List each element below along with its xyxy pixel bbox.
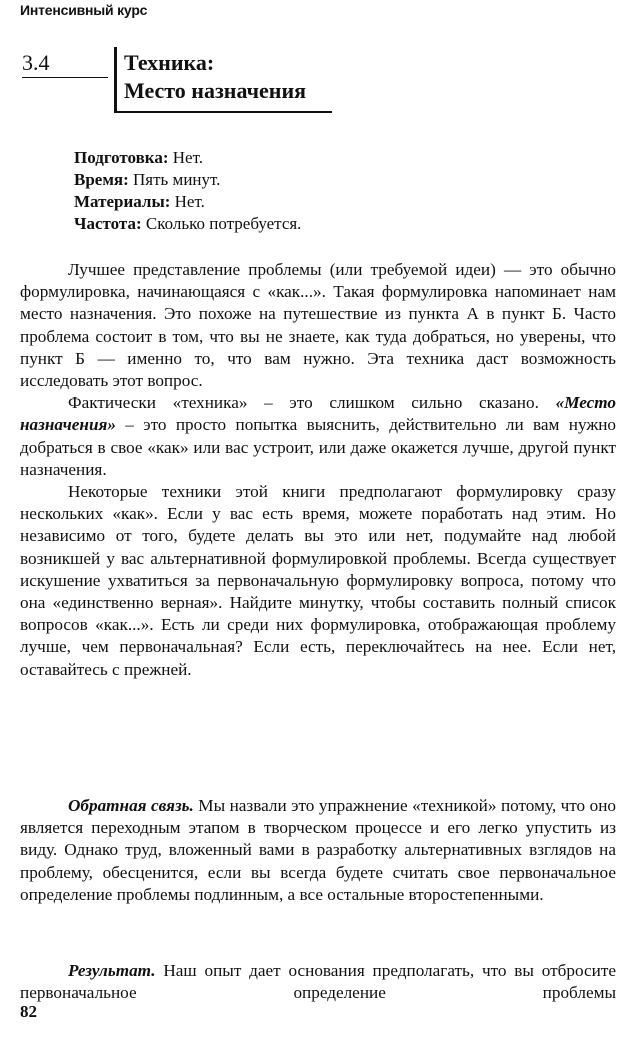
result-text: Наш опыт дает основания предполагать, что вы отбросите первоначальное определение проблемы: [20, 961, 616, 1003]
feedback-section: [20, 795, 616, 906]
meta-label: Подготовка:: [74, 148, 169, 167]
meta-time: [74, 169, 301, 191]
title-vertical-bar: [114, 47, 117, 113]
technique-name: «Место назначения»: [20, 393, 616, 435]
feedback-lead: Обратная связь.: [68, 796, 194, 815]
title-underline: [114, 111, 332, 113]
meta-frequency: [74, 213, 301, 235]
meta-label: Время:: [74, 170, 129, 189]
result-lead: Результат.: [68, 961, 156, 980]
paragraph: [20, 960, 616, 1004]
section-number: 3.4: [22, 50, 50, 75]
running-head: Интенсивный курс: [20, 2, 148, 18]
meta-label: Частота:: [74, 214, 142, 233]
meta-preparation: [74, 147, 301, 169]
section-title-line2: Место назначения: [124, 78, 307, 103]
result-section: [20, 960, 616, 1004]
exercise-meta: [74, 147, 301, 235]
paragraph-start: Фактически «техника» – это слишком сильно сказано.: [68, 393, 539, 413]
main-text: [20, 259, 616, 681]
paragraph: [20, 795, 616, 906]
section-number-rule: [22, 77, 108, 78]
section-title-line1: Техника:: [124, 50, 215, 75]
section-title: [124, 49, 306, 105]
feedback-text: Мы назвали это упражнение «техникой» потому, что оно является переходным этапом в творческом процессе и его легко упустить из виду. Однако труд, вложенный вами в разработку альтернативных взглядов на проблему, обесценится, если вы всегда будете считать свое первоначальное определение проблемы подлинным, а все остальные второстепенными.: [20, 796, 616, 904]
paragraph: Лучшее представление проблемы (или требуемой идеи) — это обычно формулировка, начинающаяся с «как...». Такая формулировка напоминает нам место назначения. Это похоже на путешествие из пункта А в пункт Б. Часто проблема состоит в том, что вы не знаете, как туда добраться, но уверены, что пункт Б — именно то, что вам нужно. Эта техника даст возможность исследовать этот вопрос.: [20, 260, 616, 391]
meta-value: Нет.: [174, 192, 205, 211]
meta-value: Нет.: [172, 148, 203, 167]
paragraph: [20, 392, 616, 481]
meta-value: Пять минут.: [133, 170, 221, 189]
paragraph: Некоторые техники этой книги предполагают формулировку сразу нескольких «как». Если у вас есть время, можете поработать над этим. Но независимо от того, будете делать вы это или нет, подумайте над любой возникшей у вас альтернативной формулировкой проблемы. Всегда существует искушение ухватиться за первоначальную формулировку вопроса, потому что она «единственно верная». Найдите минутку, чтобы составить полный список вопросов «как...». Есть ли среди них формулировка, отображающая проблему лучше, чем первоначальная? Если есть, переключайтесь на нее. Если нет, оставайтесь с прежней.: [20, 482, 616, 679]
meta-value: Сколько потребуется.: [145, 214, 302, 233]
paragraph-rest: – это просто попытка выяснить, действительно ли вам нужно добраться в свое «как» или вас устроит, или даже окажется лучше, другой пункт назначения.: [20, 415, 616, 479]
meta-label: Материалы:: [74, 192, 171, 211]
meta-materials: [74, 191, 301, 213]
page-number: 82: [20, 1002, 37, 1021]
